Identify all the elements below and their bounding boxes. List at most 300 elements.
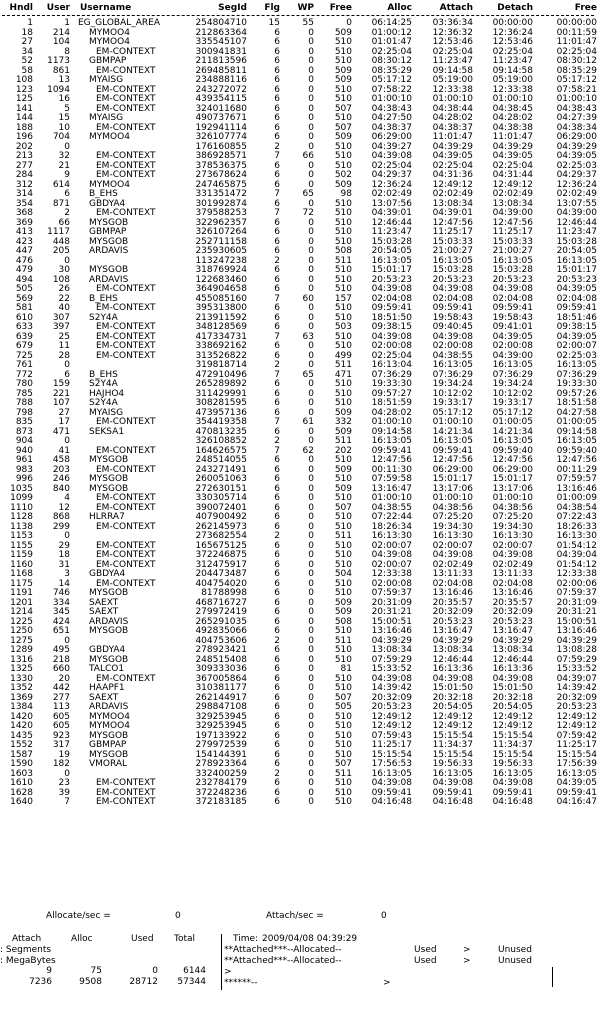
cell-free: 510 [334, 198, 352, 209]
cell-hndl: 1420 [10, 721, 33, 731]
cell-flg: 6 [274, 65, 280, 76]
cell-hndl: 188 [15, 122, 33, 133]
cell-alloc: 13:16:47 [371, 483, 412, 494]
cell-free-time: 04:39:05 [556, 284, 597, 294]
cell-detach: 02:00:07 [492, 540, 533, 551]
cell-free-time: 07:59:57 [556, 474, 597, 484]
cell-hndl: 505 [15, 284, 33, 294]
cell-wp: 0 [308, 521, 314, 532]
cell-free: 508 [334, 616, 352, 627]
cell-detach: 16:13:05 [492, 768, 533, 779]
cell-username: VMORAL [89, 759, 128, 769]
cell-segid: 417334731 [195, 331, 247, 342]
cell-user: 307 [52, 312, 70, 323]
cell-flg: 6 [274, 778, 280, 788]
cell-detach: 01:00:05 [492, 417, 533, 427]
cell-segid: 211813596 [195, 56, 247, 66]
cell-wp: 0 [308, 122, 314, 133]
cell-flg: 6 [274, 721, 280, 731]
cell-detach: 04:38:45 [492, 103, 533, 114]
cell-detach: 21:00:27 [492, 246, 533, 256]
cell-free: 509 [334, 483, 352, 494]
cell-alloc: 18:51:59 [371, 398, 412, 408]
cell-free: 510 [334, 778, 352, 788]
cell-user: 108 [52, 274, 70, 285]
cell-wp: 0 [308, 635, 314, 646]
cell-attach: 12:47:56 [432, 217, 473, 228]
cell-flg: 6 [274, 27, 280, 38]
legend-unused-1: Unused [498, 945, 532, 955]
cell-attach: 15:03:28 [432, 265, 473, 275]
cell-attach: 09:14:58 [432, 65, 473, 76]
cell-free: 507 [334, 103, 352, 114]
cell-hndl: 785 [15, 388, 33, 399]
cell-attach: 13:16:46 [432, 588, 473, 598]
cell-segid: 404753606 [195, 635, 247, 646]
cell-hndl: 479 [15, 265, 33, 275]
cell-flg: 6 [274, 398, 280, 408]
time-label: Time: [233, 934, 259, 944]
cell-segid: 278923364 [195, 759, 247, 769]
cell-username: MYMOO4 [89, 179, 130, 190]
cell-attach: 11:01:47 [432, 132, 473, 142]
cell-free-time: 00:11:29 [556, 464, 597, 475]
cell-flg: 6 [274, 521, 280, 532]
cell-free: 509 [334, 75, 352, 85]
cell-attach: 15:15:54 [432, 730, 473, 741]
cell-alloc: 20:32:09 [371, 692, 412, 703]
cell-wp: 0 [308, 236, 314, 247]
cell-alloc: 17:56:53 [371, 759, 412, 769]
cell-free-time: 04:39:07 [556, 673, 597, 684]
cell-alloc: 04:16:48 [371, 797, 412, 807]
cell-alloc: 15:01:17 [371, 265, 412, 275]
cell-detach: 09:59:41 [492, 787, 533, 798]
col-detach: Detach [497, 3, 533, 13]
cell-hndl: 1435 [10, 730, 33, 741]
cell-detach: 12:33:38 [492, 84, 533, 95]
cell-free-time: 13:16:46 [556, 626, 597, 636]
cell-attach: 14:21:34 [432, 426, 473, 437]
cell-attach: 04:39:08 [432, 331, 473, 342]
cell-flg: 6 [274, 426, 280, 437]
cell-detach: 04:39:05 [492, 331, 533, 342]
cell-free-time: 08:35:29 [556, 65, 597, 76]
cell-username: MYSGOB [89, 217, 129, 228]
cell-free-time: 02:04:08 [556, 293, 597, 304]
cell-segid: 279972539 [195, 740, 247, 750]
cell-attach: 13:16:47 [432, 626, 473, 636]
cell-free: 511 [334, 360, 352, 370]
cell-user: 299 [52, 521, 70, 532]
cell-wp: 0 [308, 227, 314, 237]
cell-free-time: 04:29:37 [556, 170, 597, 180]
cell-user: 9 [64, 170, 70, 180]
cell-hndl: 1168 [10, 569, 33, 579]
cell-flg: 6 [274, 198, 280, 209]
cell-username: MYSGOB [89, 730, 129, 741]
cell-segid: 330305714 [195, 493, 247, 503]
cell-user: 21 [58, 160, 70, 171]
cell-user: 746 [52, 588, 70, 598]
cell-free: 502 [334, 170, 352, 180]
cell-username: EM-CONTEXT [96, 493, 156, 503]
cell-user: 1094 [47, 84, 70, 95]
cell-detach: 16:13:05 [492, 360, 533, 370]
col-hndl: Hndl [9, 3, 33, 13]
cell-detach: 13:17:06 [492, 483, 533, 494]
cell-flg: 6 [274, 607, 280, 617]
cell-flg: 6 [274, 740, 280, 750]
cell-segid: 407900492 [195, 512, 247, 522]
cell-user: 14 [58, 578, 70, 589]
cell-attach: 20:32:09 [432, 607, 473, 617]
cell-alloc: 04:39:29 [371, 635, 412, 646]
cell-username: SAEXT [89, 692, 119, 703]
cell-segid: 372183185 [195, 797, 247, 807]
cell-segid: 298847108 [195, 702, 247, 712]
cell-flg: 6 [274, 179, 280, 190]
cell-username: SAEXT [89, 597, 119, 608]
cell-detach: 12:46:44 [492, 654, 533, 665]
cell-free: 510 [334, 341, 352, 351]
cell-username: EM-CONTEXT [96, 46, 156, 57]
cell-user: 28 [58, 350, 70, 361]
cell-hndl: 581 [15, 303, 33, 313]
cell-username: MYSGOB [89, 626, 129, 636]
cell-attach: 04:38:55 [432, 350, 473, 361]
cell-wp: 0 [308, 778, 314, 788]
cell-wp: 0 [308, 113, 314, 123]
cell-free-time: 04:38:34 [556, 122, 597, 133]
cell-user: 13 [58, 75, 70, 85]
cell-flg: 6 [274, 664, 280, 674]
cell-segid: 490737671 [195, 113, 247, 123]
cell-attach: 13:11:33 [432, 569, 473, 579]
meter-end-bar [552, 967, 553, 987]
cell-hndl: 368 [15, 208, 33, 218]
cell-segid: 348128569 [195, 322, 247, 332]
cell-alloc: 15:15:54 [371, 749, 412, 760]
cell-user: 27 [58, 407, 70, 418]
cell-flg: 6 [274, 474, 280, 484]
cell-flg: 6 [274, 645, 280, 655]
cell-username: EM-CONTEXT [96, 303, 156, 313]
cell-detach: 11:01:47 [492, 132, 533, 142]
cell-attach: 07:36:29 [432, 369, 473, 380]
cell-wp: 0 [308, 255, 314, 266]
cell-alloc: 12:36:24 [371, 179, 412, 190]
cell-wp: 0 [308, 37, 314, 47]
cell-hndl: 18 [21, 27, 33, 38]
cell-free: 510 [334, 521, 352, 532]
cell-user: 0 [64, 436, 70, 446]
cell-username: EM-CONTEXT [96, 445, 156, 456]
cell-user: 182 [52, 759, 70, 769]
cell-segid: 243272072 [195, 84, 247, 95]
cell-username: HLRRA7 [89, 512, 125, 522]
cell-username: EM-CONTEXT [96, 160, 156, 171]
cell-flg: 7 [274, 369, 280, 380]
cell-user: 12 [58, 502, 70, 513]
cell-attach: 04:38:37 [432, 122, 473, 133]
cell-segid: 243271491 [195, 464, 247, 475]
megabytes-label: : MegaBytes [0, 956, 56, 966]
cell-free-time: 16:13:05 [556, 360, 597, 370]
cell-flg: 6 [274, 787, 280, 798]
cell-wp: 0 [308, 284, 314, 294]
cell-username: B_EHS [89, 189, 118, 199]
cell-segid: 326107264 [195, 227, 247, 237]
cell-free: 510 [334, 749, 352, 760]
cell-alloc: 04:39:01 [371, 208, 412, 218]
cell-alloc: 04:38:43 [371, 103, 412, 114]
cell-wp: 0 [308, 179, 314, 190]
cell-user: 5 [64, 103, 70, 114]
cell-user: 18 [58, 550, 70, 560]
cell-attach: 16:13:05 [432, 255, 473, 266]
cell-hndl: 34 [21, 46, 33, 57]
cell-user: 203 [52, 464, 70, 475]
cell-free-time: 11:23:47 [556, 227, 597, 237]
cell-user: 0 [64, 531, 70, 541]
cell-username: EG_GLOBAL_AREA [78, 18, 161, 28]
cell-alloc: 02:00:08 [371, 578, 412, 589]
cell-user: 26 [58, 284, 70, 294]
cell-user: 923 [52, 730, 70, 741]
cell-free-time: 13:16:46 [556, 483, 597, 494]
cell-free: 503 [334, 322, 352, 332]
cell-alloc: 15:33:52 [371, 664, 412, 674]
cell-free-time: 02:00:06 [556, 578, 597, 589]
cell-segid: 364904658 [195, 284, 247, 294]
cell-detach: 04:28:02 [492, 113, 533, 123]
cell-detach: 15:01:50 [492, 683, 533, 693]
cell-flg: 2 [274, 531, 280, 541]
cell-alloc: 04:38:37 [371, 122, 412, 133]
cell-alloc: 01:00:12 [371, 27, 412, 38]
cell-detach: 15:15:54 [492, 749, 533, 760]
cell-user: 0 [64, 360, 70, 370]
cell-detach: 16:13:05 [492, 255, 533, 266]
cell-free-time: 07:59:37 [556, 588, 597, 598]
cell-user: 1173 [47, 56, 70, 66]
cell-username: ARDAVIS [89, 616, 129, 627]
cell-hndl: 1275 [10, 635, 33, 646]
cell-segid: 329253945 [195, 721, 247, 731]
cell-flg: 6 [274, 493, 280, 503]
cell-user: 218 [52, 654, 70, 665]
cell-attach: 04:39:08 [432, 673, 473, 684]
cell-attach: 16:13:05 [432, 436, 473, 446]
cell-alloc: 07:58:22 [371, 84, 412, 95]
cell-user: 277 [52, 692, 70, 703]
cell-free: 509 [334, 464, 352, 475]
cell-alloc: 12:46:44 [371, 217, 412, 228]
cell-free-time: 20:31:21 [556, 607, 597, 617]
cell-username: ARDAVIS [89, 246, 129, 256]
cell-free-time: 20:53:23 [556, 274, 597, 285]
cell-detach: 00:00:00 [492, 18, 533, 28]
cell-hndl: 277 [15, 160, 33, 171]
cell-alloc: 18:26:34 [371, 521, 412, 532]
cell-flg: 6 [274, 75, 280, 85]
cell-attach: 12:49:12 [432, 721, 473, 731]
cell-attach: 19:56:33 [432, 759, 473, 769]
cell-free-time: 07:59:42 [556, 730, 597, 741]
cell-alloc: 08:35:29 [371, 65, 412, 76]
cell-hndl: 108 [15, 75, 33, 85]
cell-hndl: 761 [15, 360, 33, 370]
cell-user: 221 [52, 388, 70, 399]
cell-wp: 0 [308, 711, 314, 722]
cell-attach: 09:59:41 [432, 445, 473, 456]
cell-free: 511 [334, 531, 352, 541]
cell-detach: 09:41:01 [492, 322, 533, 332]
cell-alloc: 07:36:29 [371, 369, 412, 380]
cell-free: 510 [334, 787, 352, 798]
cell-free: 510 [334, 540, 352, 551]
cell-free-time: 15:01:17 [556, 265, 597, 275]
cell-free-time: 12:33:38 [556, 569, 597, 579]
cell-attach: 02:04:08 [432, 293, 473, 304]
cell-hndl: 1138 [10, 521, 33, 532]
legend-gt-1: > [463, 945, 471, 955]
cell-free-time: 04:39:05 [556, 778, 597, 788]
cell-segid: 372248236 [195, 787, 247, 798]
cell-free-time: 16:13:05 [556, 768, 597, 779]
cell-hndl: 476 [15, 255, 33, 266]
cell-free-time: 18:51:46 [556, 312, 597, 323]
cell-segid: 468716727 [195, 597, 247, 608]
cell-segid: 324011680 [195, 103, 247, 114]
cell-hndl: 633 [15, 322, 33, 332]
cell-segid: 265291035 [195, 616, 247, 627]
cell-segid: 395313800 [195, 303, 247, 313]
cell-free: 510 [334, 113, 352, 123]
cell-wp: 62 [302, 445, 314, 456]
cell-segid: 372246875 [195, 550, 247, 560]
cell-free-time: 16:13:30 [556, 531, 597, 541]
cell-detach: 12:36:24 [492, 27, 533, 38]
cell-segid: 278923421 [195, 645, 247, 655]
cell-user: 246 [52, 474, 70, 484]
cell-wp: 0 [308, 341, 314, 351]
cell-alloc: 04:39:08 [371, 151, 412, 161]
cell-wp: 0 [308, 274, 314, 285]
cell-segid: 492835066 [195, 626, 247, 636]
cell-alloc: 07:59:58 [371, 474, 412, 484]
cell-free-time: 09:38:15 [556, 322, 597, 332]
cell-free-time: 07:22:43 [556, 512, 597, 522]
cell-wp: 0 [308, 84, 314, 95]
cell-free: 510 [334, 37, 352, 47]
cell-free: 510 [334, 559, 352, 570]
cell-attach: 04:31:36 [432, 170, 473, 180]
cell-username: EM-CONTEXT [96, 151, 156, 161]
cell-free: 510 [334, 379, 352, 389]
cell-segid: 311429991 [195, 388, 247, 399]
cell-hndl: 202 [15, 141, 33, 152]
cell-flg: 6 [274, 246, 280, 256]
cell-free-time: 02:25:03 [556, 160, 597, 171]
cell-free-time: 09:59:41 [556, 787, 597, 798]
cell-free: 510 [334, 284, 352, 294]
cell-segid: 269485811 [195, 65, 247, 76]
cell-free: 510 [334, 217, 352, 228]
cell-flg: 6 [274, 322, 280, 332]
cell-wp: 0 [308, 768, 314, 779]
cell-hndl: 1628 [10, 787, 33, 798]
cell-username: MYAISG [89, 407, 124, 418]
cell-username: MYSGOB [89, 588, 129, 598]
header-divider [2, 15, 594, 17]
cell-attach: 04:38:56 [432, 502, 473, 513]
cell-attach: 20:53:23 [432, 616, 473, 627]
cell-flg: 6 [274, 274, 280, 285]
cell-detach: 20:32:18 [492, 692, 533, 703]
cell-free: 510 [334, 312, 352, 323]
cell-detach: 02:04:08 [492, 293, 533, 304]
cell-free: 505 [334, 702, 352, 712]
cell-free-time: 09:14:58 [556, 426, 597, 437]
cell-flg: 7 [274, 151, 280, 161]
cell-free: 510 [334, 56, 352, 66]
cell-alloc: 20:31:21 [371, 607, 412, 617]
cell-user: 66 [58, 217, 70, 228]
cell-free: 511 [334, 255, 352, 266]
cell-free: 509 [334, 132, 352, 142]
cell-hndl: 679 [15, 341, 33, 351]
cell-username: ARDAVIS [89, 702, 129, 712]
cell-free: 509 [334, 65, 352, 76]
cell-detach: 09:59:41 [492, 303, 533, 313]
cell-flg: 7 [274, 331, 280, 342]
cell-user: 7 [64, 797, 70, 807]
cell-user: 442 [52, 683, 70, 693]
cell-username: EM-CONTEXT [96, 550, 156, 560]
summary-col-used: Used [131, 934, 154, 944]
segments-used: 0 [152, 966, 158, 976]
cell-alloc: 13:08:34 [371, 645, 412, 655]
cell-wp: 55 [302, 18, 314, 28]
cell-detach: 05:19:00 [492, 75, 533, 85]
legend-used-1: Used [414, 945, 437, 955]
cell-attach: 20:32:18 [432, 692, 473, 703]
cell-free-time: 04:27:39 [556, 113, 597, 123]
cell-wp: 0 [308, 455, 314, 465]
cell-alloc: 16:13:05 [371, 768, 412, 779]
cell-detach: 06:29:00 [492, 464, 533, 475]
cell-detach: 01:00:10 [492, 493, 533, 503]
cell-free: 510 [334, 550, 352, 560]
cell-user: 660 [52, 664, 70, 674]
cell-free: 511 [334, 635, 352, 646]
cell-flg: 6 [274, 673, 280, 684]
cell-alloc: 20:53:23 [371, 274, 412, 285]
cell-free-time: 20:32:09 [556, 692, 597, 703]
cell-wp: 0 [308, 407, 314, 418]
cell-username: MYSGOB [89, 236, 129, 247]
cell-user: 0 [64, 255, 70, 266]
cell-segid: 279972419 [195, 607, 247, 617]
cell-flg: 6 [274, 464, 280, 475]
cell-wp: 0 [308, 198, 314, 209]
cell-wp: 0 [308, 616, 314, 627]
rate-line [0, 911, 600, 925]
cell-wp: 0 [308, 56, 314, 66]
cell-wp: 0 [308, 569, 314, 579]
